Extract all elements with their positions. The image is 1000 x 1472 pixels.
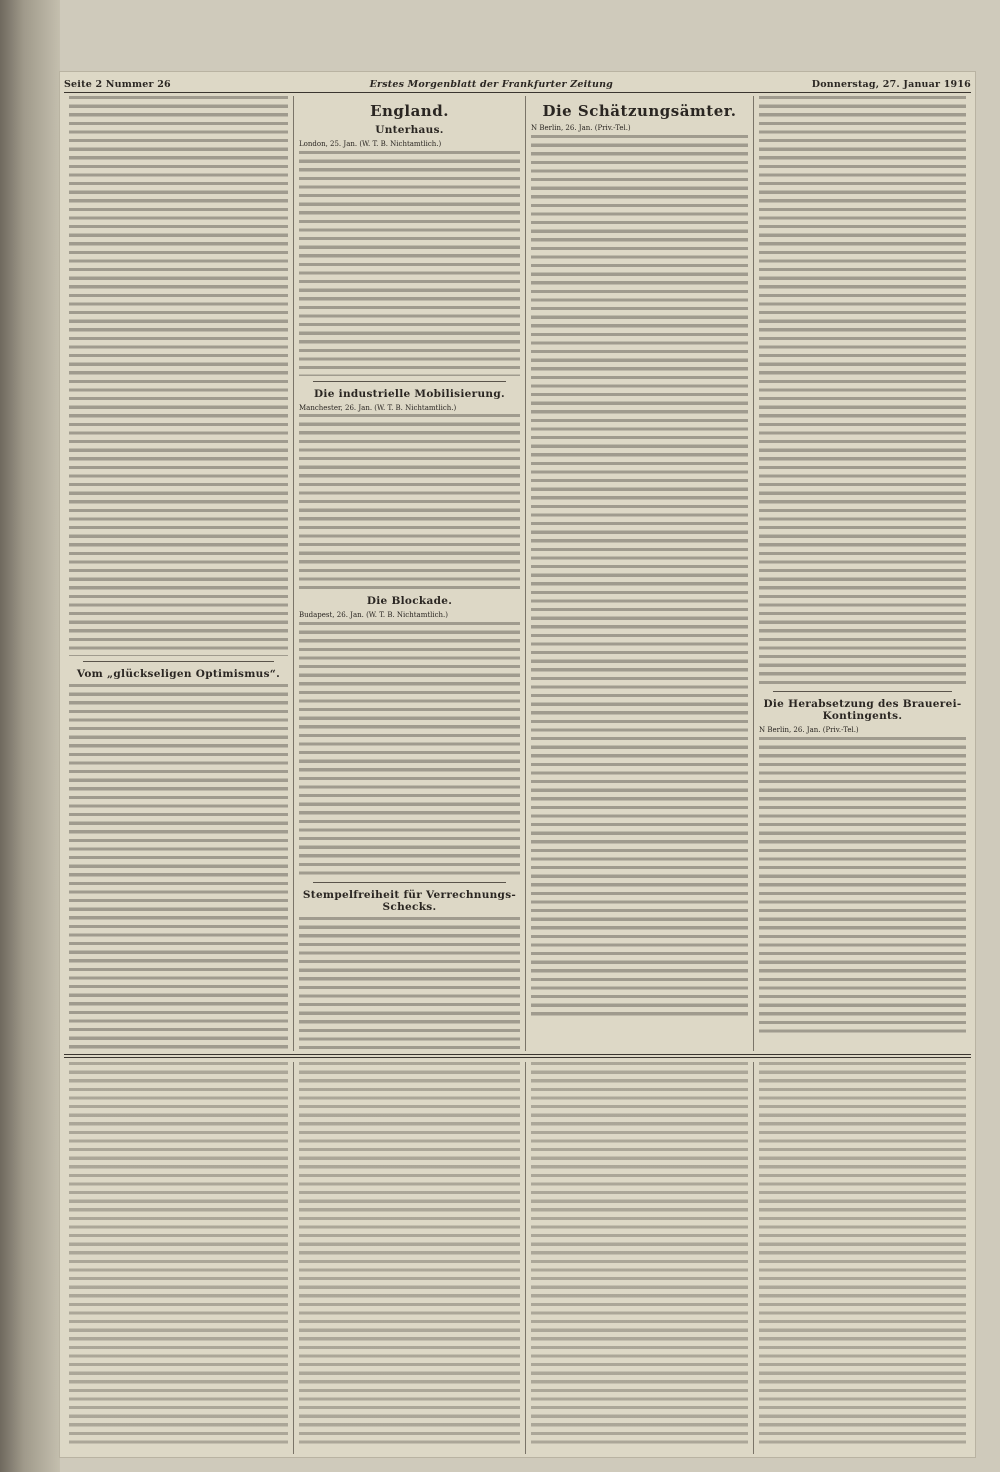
article-text-block (759, 1062, 966, 1447)
article-heading-england: England. (370, 102, 449, 120)
column-3 (526, 96, 754, 1051)
article-text-block (69, 1062, 288, 1447)
column-4 (754, 96, 971, 1051)
article-dateline: N Berlin, 26. Jan. (Priv.-Tel.) (531, 124, 631, 132)
article-dateline: Manchester, 26. Jan. (W. T. B. Nichtamtlich.) (299, 403, 457, 412)
book-binding-edge (0, 0, 60, 1472)
lower-feuilleton-section (64, 1062, 971, 1454)
article-heading-blockade: Die Blockade. (366, 595, 453, 608)
feuilleton-divider (64, 1054, 971, 1058)
article-dateline: N Berlin, 26. Jan. (Priv.-Tel.) (759, 726, 859, 734)
section-divider-rule (313, 882, 506, 883)
article-text-block (759, 96, 966, 686)
page-number-label: Seite 2 Nummer 26 (64, 78, 171, 90)
column-1 (64, 96, 294, 1051)
article-heading-schaetzungsaemter: Die Schätzungsämter. (542, 102, 737, 120)
section-divider-rule (773, 691, 952, 692)
running-header (64, 76, 971, 93)
column-divider-rule (83, 661, 274, 662)
feuilleton-column-1 (64, 1062, 294, 1454)
section-divider-rule (313, 381, 506, 382)
feuilleton-column-3 (526, 1062, 754, 1454)
article-text-block (531, 135, 748, 1020)
feuilleton-column-2 (294, 1062, 526, 1454)
article-dateline: London, 25. Jan. (W. T. B. Nichtamtlich.) (299, 140, 442, 148)
article-text-block (531, 1062, 748, 1447)
article-text-block (299, 622, 520, 877)
article-text-block (69, 96, 288, 656)
upper-section (64, 96, 971, 1051)
issue-date: Donnerstag, 27. Januar 1916 (811, 78, 971, 90)
article-dateline: Budapest, 26. Jan. (W. T. B. Nichtamtlich.) (299, 611, 449, 620)
article-text-block (69, 684, 288, 1051)
article-text-block (299, 1062, 520, 1447)
article-text-block (299, 917, 520, 1051)
article-text-block (299, 414, 520, 589)
article-text-block (299, 151, 520, 376)
article-text-block (759, 737, 966, 1037)
feuilleton-column-4 (754, 1062, 971, 1454)
newspaper-masthead-line: Erstes Morgenblatt der Frankfurter Zeitung (369, 78, 614, 90)
article-heading-brauerei-kontingent: Die Herabsetzung des Brauerei-Kontingents. (763, 698, 962, 722)
article-subheading-unterhaus: Unterhaus. (375, 124, 444, 136)
article-heading-mobilisierung: Die industrielle Mobilisierung. (314, 387, 505, 400)
column-2 (294, 96, 526, 1051)
newspaper-page (60, 72, 975, 1457)
article-heading-stempelfreiheit: Stempelfreiheit für Verrechnungs-Schecks. (302, 888, 517, 913)
article-heading-optimismus: Vom „glückseligen Optimismus“. (76, 668, 281, 680)
